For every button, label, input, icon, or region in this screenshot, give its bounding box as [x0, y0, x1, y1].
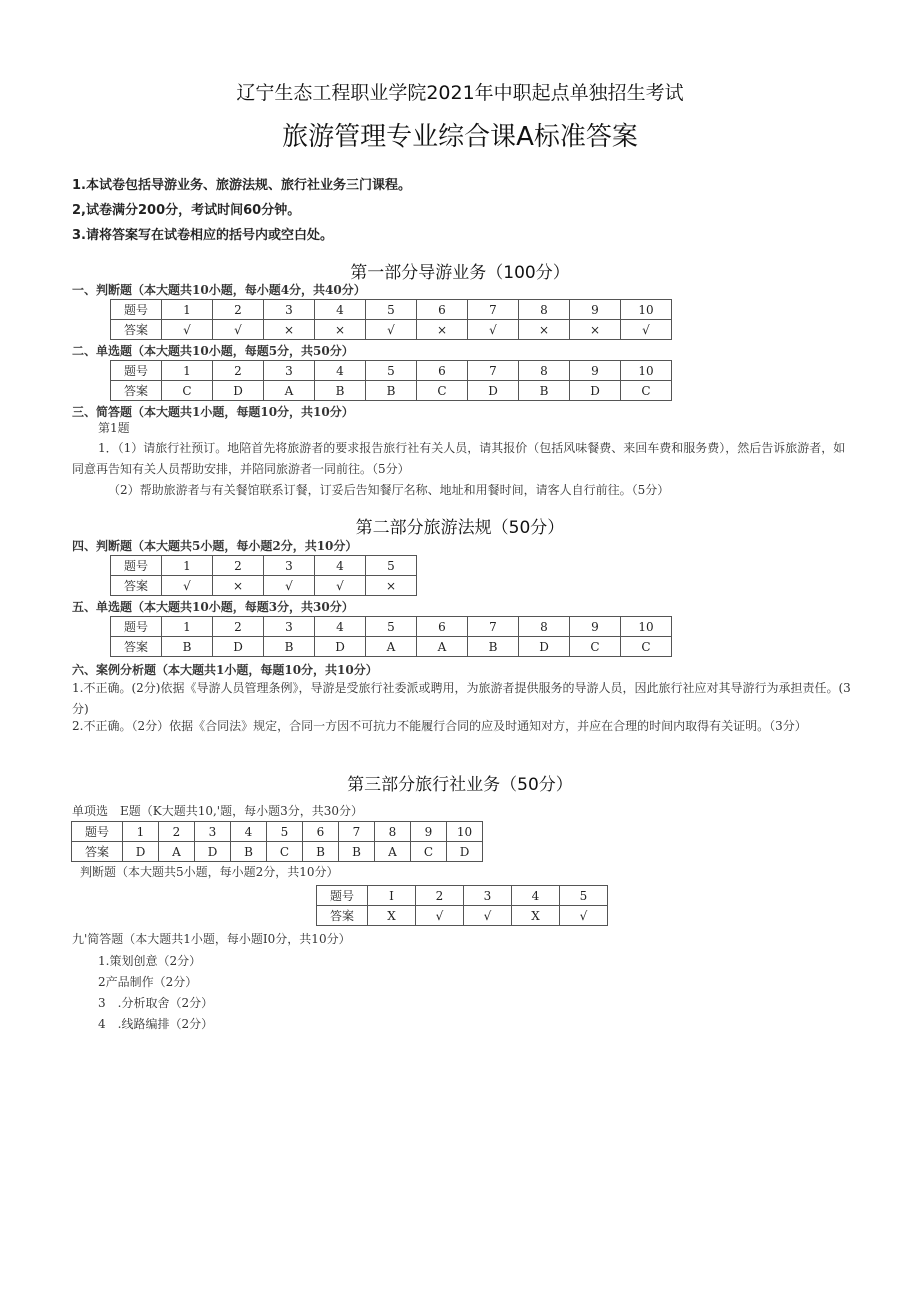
- question-number: 9: [570, 300, 621, 320]
- answer-cell: A: [375, 842, 411, 862]
- question-number: 10: [621, 300, 672, 320]
- question-number: 2: [213, 361, 264, 381]
- answer-cell: C: [570, 637, 621, 657]
- answer-cell: √: [621, 320, 672, 340]
- question-number: 2: [416, 886, 464, 906]
- question-number: 7: [468, 361, 519, 381]
- section7-answer-table: [71, 821, 483, 862]
- ans-label: 答案: [111, 576, 162, 596]
- question-number: 8: [375, 822, 411, 842]
- table-row-num: [111, 617, 672, 637]
- answer-cell: X: [368, 906, 416, 926]
- num-label: 题号: [111, 361, 162, 381]
- section9-item-4: 4 .线路编排（2分）: [98, 1017, 214, 1031]
- answer-cell: √: [264, 576, 315, 596]
- section9-item-2: 2产品制作（2分）: [98, 975, 198, 989]
- question-number: 2: [213, 300, 264, 320]
- question-number: 2: [159, 822, 195, 842]
- answer-cell: D: [123, 842, 159, 862]
- table-row-num: [111, 556, 417, 576]
- ans-label: 答案: [72, 842, 123, 862]
- answer-cell: A: [264, 381, 315, 401]
- answer-cell: C: [417, 381, 468, 401]
- answer-cell: ×: [366, 576, 417, 596]
- question-number: 4: [315, 556, 366, 576]
- question-number: 5: [560, 886, 608, 906]
- answer-cell: D: [195, 842, 231, 862]
- answer-cell: C: [267, 842, 303, 862]
- table-row-num: [317, 886, 608, 906]
- exam-title: 辽宁生态工程职业学院2021年中职起点单独招生考试: [236, 82, 684, 104]
- answer-cell: B: [303, 842, 339, 862]
- table-row-num: [111, 361, 672, 381]
- num-label: 题号: [72, 822, 123, 842]
- question-number: 9: [570, 617, 621, 637]
- question-number: 5: [366, 300, 417, 320]
- question-number: 6: [417, 617, 468, 637]
- section4-title: 四、判断题（本大题共5小题，每小题2分，共10分）: [72, 539, 358, 553]
- question-number: 3: [195, 822, 231, 842]
- answer-cell: √: [560, 906, 608, 926]
- answer-cell: ×: [315, 320, 366, 340]
- question-number: 1: [162, 617, 213, 637]
- question-number: 10: [621, 617, 672, 637]
- answer-cell: A: [366, 637, 417, 657]
- table-row-num: [72, 822, 483, 842]
- section6-answer-2: 2.不正确。（2分）依据《合同法》规定，合同一方因不可抗力不能履行合同的应及时通知对方，并应在合理的时间内取得有关证明。（3分）: [72, 719, 807, 733]
- note-3: 3.请将答案写在试卷相应的括号内或空白处。: [72, 228, 333, 243]
- question-number: 1: [162, 556, 213, 576]
- answer-cell: √: [416, 906, 464, 926]
- ans-label: 答案: [317, 906, 368, 926]
- answer-cell: B: [315, 381, 366, 401]
- question-number: 1: [162, 300, 213, 320]
- section6-title: 六、案例分析题（本大题共1小题，每题10分，共10分）: [72, 663, 378, 677]
- answer-cell: C: [621, 381, 672, 401]
- section5-title: 五、单选题（本大题共10小题，每题3分，共30分）: [72, 600, 354, 614]
- answer-cell: ×: [264, 320, 315, 340]
- answer-title: 旅游管理专业综合课A标准答案: [282, 122, 638, 152]
- num-label: 题号: [111, 556, 162, 576]
- question-number: 10: [447, 822, 483, 842]
- question-number: 4: [315, 361, 366, 381]
- answer-cell: √: [315, 576, 366, 596]
- answer-cell: B: [264, 637, 315, 657]
- section7-title: 单项选 E题（K大题共10,'题，每小题3分，共30分）: [72, 804, 364, 818]
- answer-cell: D: [213, 381, 264, 401]
- question-number: 4: [512, 886, 560, 906]
- section3-answer-2: （2）帮助旅游者与有关餐馆联系订餐，订妥后告知餐厅名称、地址和用餐时间，请客人自行前往。（5分）: [108, 483, 670, 497]
- answer-cell: D: [570, 381, 621, 401]
- question-number: 3: [264, 300, 315, 320]
- table-row-ans: [111, 637, 672, 657]
- answer-cell: √: [213, 320, 264, 340]
- answer-cell: ×: [519, 320, 570, 340]
- answer-cell: D: [519, 637, 570, 657]
- section5-answer-table: [110, 616, 672, 657]
- answer-cell: A: [417, 637, 468, 657]
- answer-cell: B: [519, 381, 570, 401]
- question-number: 6: [303, 822, 339, 842]
- answer-cell: √: [366, 320, 417, 340]
- answer-cell: D: [447, 842, 483, 862]
- question-number: 1: [162, 361, 213, 381]
- section6-answer-1: 1.不正确。(2分)依据《导游人员管理条例》，导游是受旅行社委派或聘用，为旅游者提供服务的导游人员，因此旅行社应对其导游行为承担责任。(3分): [72, 681, 851, 716]
- ans-label: 答案: [111, 381, 162, 401]
- answer-cell: B: [339, 842, 375, 862]
- question-number: 10: [621, 361, 672, 381]
- num-label: 题号: [111, 617, 162, 637]
- answer-cell: √: [162, 576, 213, 596]
- section3-answer-1: 1．（1）请旅行社预订。地陪首先将旅游者的要求报告旅行社有关人员，请其报价（包括风味餐费、来回车费和服务费），然后告诉旅游者，如同意再告知有关人员帮助安排，并陪同旅游者一同前往。（5分）: [72, 441, 846, 476]
- question-number: 7: [468, 300, 519, 320]
- question-number: 5: [267, 822, 303, 842]
- note-2: 2,试卷满分200分，考试时间60分钟。: [72, 203, 301, 218]
- question-number: 3: [264, 361, 315, 381]
- num-label: 题号: [317, 886, 368, 906]
- table-row-ans: [111, 381, 672, 401]
- answer-cell: B: [231, 842, 267, 862]
- question-number: 5: [366, 361, 417, 381]
- answer-cell: B: [366, 381, 417, 401]
- answer-cell: ×: [213, 576, 264, 596]
- question-number: 8: [519, 361, 570, 381]
- table-row-ans: [72, 842, 483, 862]
- answer-cell: D: [315, 637, 366, 657]
- question-number: 6: [417, 361, 468, 381]
- question-number: 3: [264, 556, 315, 576]
- section4-answer-table: [110, 555, 417, 596]
- part1-title: 第一部分导游业务（100分）: [350, 263, 570, 283]
- answer-cell: B: [162, 637, 213, 657]
- question-number: 8: [519, 617, 570, 637]
- table-row-num: [111, 300, 672, 320]
- answer-cell: D: [468, 381, 519, 401]
- answer-cell: C: [411, 842, 447, 862]
- answer-cell: X: [512, 906, 560, 926]
- question-number: 1: [123, 822, 159, 842]
- answer-cell: A: [159, 842, 195, 862]
- num-label: 题号: [111, 300, 162, 320]
- table-row-ans: [111, 320, 672, 340]
- question-number: 5: [366, 617, 417, 637]
- note-1: 1.本试卷包括导游业务、旅游法规、旅行社业务三门课程。: [72, 178, 411, 193]
- part3-title: 第三部分旅行社业务（50分）: [347, 775, 573, 795]
- question-number: 5: [366, 556, 417, 576]
- table-row-ans: [111, 576, 417, 596]
- ans-label: 答案: [111, 320, 162, 340]
- section8-title: 判断题（本大题共5小题，每小题2分，共10分）: [80, 865, 339, 879]
- question-number: 6: [417, 300, 468, 320]
- section3-question: 第1题: [98, 421, 130, 435]
- question-number: 9: [411, 822, 447, 842]
- question-number: 7: [339, 822, 375, 842]
- question-number: 3: [464, 886, 512, 906]
- question-number: 4: [315, 300, 366, 320]
- section1-answer-table: [110, 299, 672, 340]
- ans-label: 答案: [111, 637, 162, 657]
- answer-cell: ×: [417, 320, 468, 340]
- answer-cell: D: [213, 637, 264, 657]
- section1-title: 一、判断题（本大题共10小题，每小题4分，共40分）: [72, 283, 366, 297]
- section9-title: 九'简答题（本大题共1小题，每小题I0分，共10分）: [72, 932, 351, 946]
- answer-cell: √: [468, 320, 519, 340]
- question-number: I: [368, 886, 416, 906]
- question-number: 7: [468, 617, 519, 637]
- section9-item-1: 1.策划创意（2分）: [98, 954, 202, 968]
- question-number: 4: [231, 822, 267, 842]
- question-number: 2: [213, 617, 264, 637]
- answer-cell: C: [621, 637, 672, 657]
- section8-answer-table: [316, 885, 608, 926]
- section2-title: 二、单选题（本大题共10小题，每题5分，共50分）: [72, 344, 354, 358]
- question-number: 9: [570, 361, 621, 381]
- question-number: 4: [315, 617, 366, 637]
- answer-cell: √: [162, 320, 213, 340]
- answer-cell: B: [468, 637, 519, 657]
- section2-answer-table: [110, 360, 672, 401]
- question-number: 2: [213, 556, 264, 576]
- question-number: 8: [519, 300, 570, 320]
- section9-item-3: 3 .分析取舍（2分）: [98, 996, 214, 1010]
- answer-cell: √: [464, 906, 512, 926]
- part2-title: 第二部分旅游法规（50分）: [355, 518, 565, 538]
- section3-title: 三、简答题（本大题共1小题，每题10分，共10分）: [72, 405, 354, 419]
- answer-cell: C: [162, 381, 213, 401]
- table-row-ans: [317, 906, 608, 926]
- answer-cell: ×: [570, 320, 621, 340]
- question-number: 3: [264, 617, 315, 637]
